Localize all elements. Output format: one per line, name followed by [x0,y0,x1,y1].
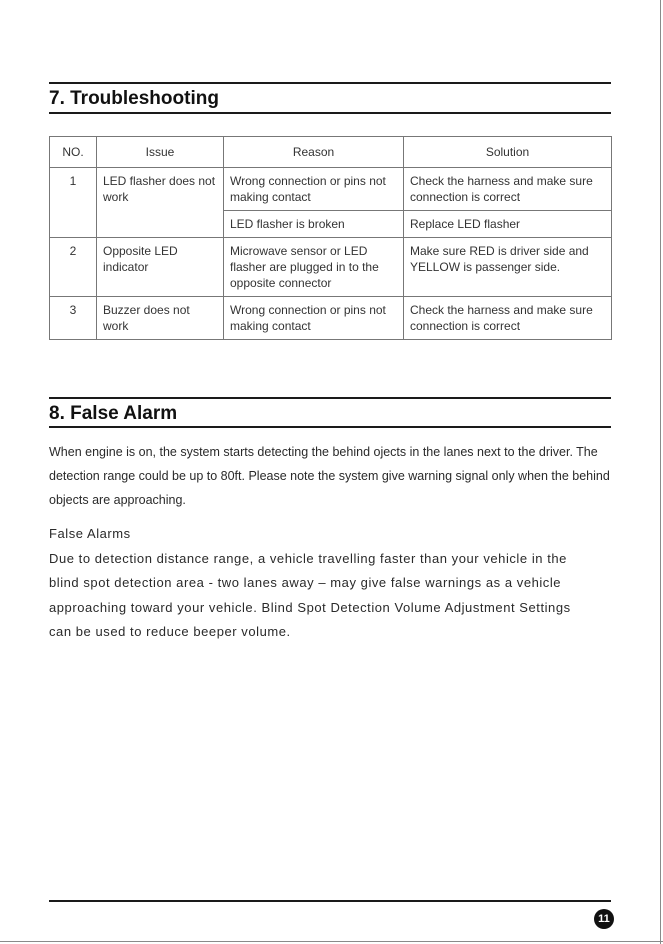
false-alarms-subheading: False Alarms [49,526,131,541]
solution-cell: Replace LED flasher [404,211,612,238]
header-no: NO. [50,137,97,168]
row-number: 1 [50,168,97,238]
issue-cell: LED flasher does not work [97,168,224,238]
reason-cell: Microwave sensor or LED flasher are plugged in to the opposite connector [224,238,404,297]
false-alarms-body-line: can be used to reduce beeper volume. [49,624,291,639]
table-header-row [50,137,612,168]
solution-cell: Check the harness and make sure connection is correct [404,297,612,340]
section-bottom-rule [49,112,611,114]
issue-cell: Opposite LED indicator [97,238,224,297]
page-number-badge: 11 [594,909,614,929]
false-alarms-body-line: Due to detection distance range, a vehicle travelling faster than your vehicle in the [49,550,567,566]
table-row [50,238,612,297]
solution-cell: Make sure RED is driver side and YELLOW is passenger side. [404,238,612,297]
section-title-troubleshooting: 7. Troubleshooting [49,88,219,109]
solution-cell: Check the harness and make sure connection is correct [404,168,612,211]
section-bottom-rule [49,426,611,428]
section-title-false-alarm: 8. False Alarm [49,403,178,424]
header-reason: Reason [224,137,404,168]
issue-cell: Buzzer does not work [97,297,224,340]
table-row [50,297,612,340]
false-alarms-block [49,522,624,645]
section-top-rule [49,397,611,399]
header-issue: Issue [97,137,224,168]
page-edge-right [660,0,661,944]
header-solution: Solution [404,137,612,168]
row-number: 3 [50,297,97,340]
reason-cell: Wrong connection or pins not making contact [224,297,404,340]
false-alarms-body-line: blind spot detection area - two lanes away – may give false warnings as a vehicle [49,575,562,590]
troubleshooting-table [49,136,612,340]
section-top-rule [49,82,611,84]
table-row [50,168,612,211]
footer-rule [49,900,611,902]
page-edge-bottom [0,941,663,942]
row-number: 2 [50,238,97,297]
intro-paragraph: When engine is on, the system starts detecting the behind ojects in the lanes next to the driver. The detection range could be up to 80ft. Please note the system give warning signal only when the behind objects are approaching. [49,445,610,507]
reason-cell: Wrong connection or pins not making contact [224,168,404,211]
false-alarms-body-line: approaching toward your vehicle. Blind Spot Detection Volume Adjustment Settings [49,599,571,615]
reason-cell: LED flasher is broken [224,211,404,238]
